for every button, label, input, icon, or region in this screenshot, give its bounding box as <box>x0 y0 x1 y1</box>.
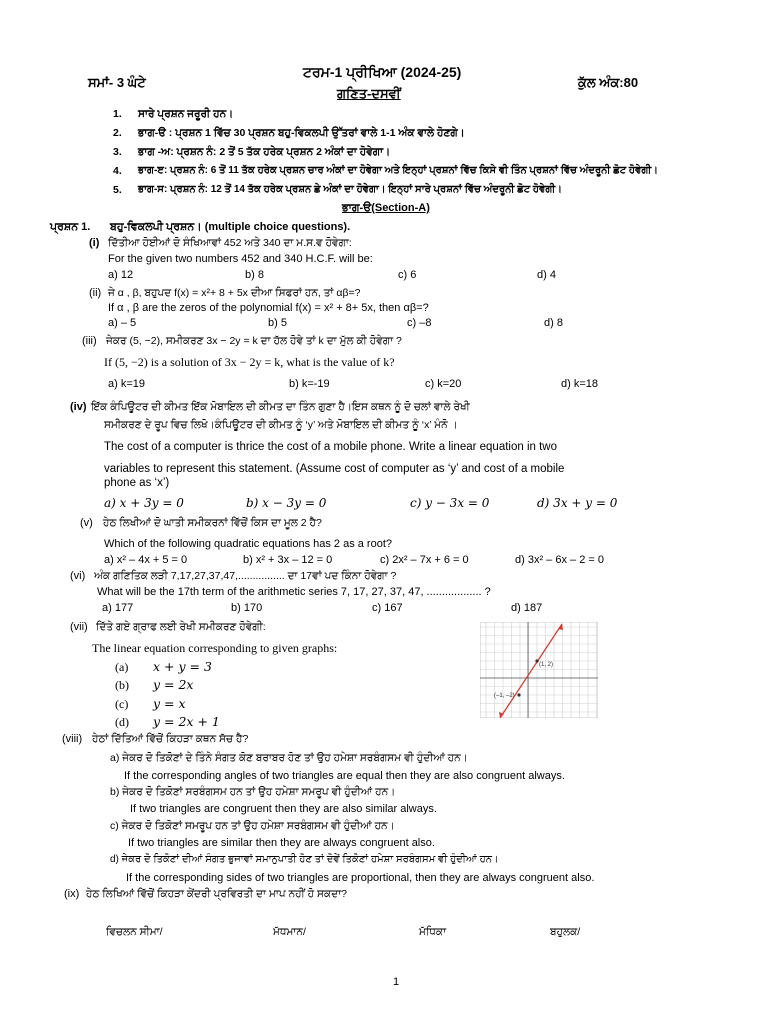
exam-title: ਟਰਮ-1 ਪ੍ਰੀਖਿਆ (2024-25) <box>303 64 462 80</box>
q-vii-option-b-label: (b) <box>115 678 129 692</box>
q-viii-option-b-punjabi: b) ਜੇਕਰ ਦੋ ਤਿਕੋਣਾਂ ਸਰਬੰਗਸਮ ਹਨ ਤਾਂ ਉਹ ਹਮੇਸ਼ਾ ਸਮਰੂਪ ਵੀ ਹੁੰਦੀਆਂ ਹਨ। <box>110 786 396 798</box>
q-vii-option-b-eq: y = 2x <box>153 677 194 692</box>
q-viii-option-c-english: If two triangles are similar then they are always congruent also. <box>128 837 435 849</box>
q-vii-option-d-eq: y = 2x + 1 <box>153 714 220 729</box>
q-viii-option-c-punjabi: c) ਜੇਕਰ ਦੋ ਤਿਕੋਣਾਂ ਸਮਰੂਪ ਹਨ ਤਾਂ ਉਹ ਹਮੇਸ਼ਾ ਸਰਬੰਗਸਮ ਵੀ ਹੁੰਦੀਆਂ ਹਨ। <box>110 820 395 832</box>
q-iii-option-d: d) k=18 <box>561 378 598 390</box>
q-vii-option-a-eq: x + y = 3 <box>153 659 212 674</box>
q-iii-english: If (5, −2) is a solution of 3x − 2y = k, what is the value of k? <box>104 355 395 369</box>
instruction-num: 5. <box>113 184 122 196</box>
q-ii-option-b: b) 5 <box>268 317 287 329</box>
q-iv-punjabi-line1: ਇੱਕ ਕੰਪਿਊਟਰ ਦੀ ਕੀਮਤ ਇੱਕ ਮੋਬਾਇਲ ਦੀ ਕੀਮਤ ਦਾ ਤਿੰਨ ਗੁਣਾ ਹੈ।ਇਸ ਕਥਨ ਨੂੰ ਦੋ ਚਲਾਂ ਵਾਲੇ ਰੇਖੀ <box>91 401 470 413</box>
q-vii-punjabi: ਦਿੱਤੇ ਗਏ ਗ੍ਰਾਫ ਲਈ ਰੇਖੀ ਸਮੀਕਰਣ ਹੋਵੇਗੀ: <box>96 621 266 633</box>
instruction-text: ਭਾਗ-ੲ: ਪ੍ਰਸ਼ਨ ਨੰ: 6 ਤੋਂ 11 ਤੱਕ ਹਰੇਕ ਪ੍ਰਸ਼ਨ ਚਾਰ ਅੰਕਾਂ ਦਾ ਹੋਵੇਗਾ ਅਤੇ ਇਨ੍ਹਾਂ ਪ੍ਰਸ਼ਨਾਂ ਵਿੱਚ ਕਿਸੇ ਵੀ ਤਿੰਨ ਪ੍ਰਸ਼ਨਾਂ ਵਿੱਚ ਅੰਦਰੂਨੀ ਛੋਟ ਹੋਵੇਗੀ। <box>138 165 659 176</box>
q-viii-option-d-punjabi: d) ਜੇਕਰ ਦੋ ਤਿਕੋਣਾਂ ਦੀਆਂ ਸੰਗਤ ਭੁਜਾਵਾਂ ਸਮਾਨੁਪਾਤੀ ਹੋਣ ਤਾਂ ਦੋਵੇਂ ਤਿਕੋਣਾਂ ਹਮੇਸ਼ਾ ਸਰਬੰਗਸਮ ਵੀ ਹੁੰਦੀਆਂ ਹਨ। <box>110 854 499 865</box>
subject-title: ਗਣਿਤ-ਦਸਵੀਂ <box>337 86 401 101</box>
q-vii-option-c-eq: y = x <box>153 696 186 711</box>
q-i-num: (i) <box>89 237 100 249</box>
instruction-text: ਭਾਗ-ਸ: ਪ੍ਰਸ਼ਨ ਨੰ: 12 ਤੋਂ 14 ਤੱਕ ਹਰੇਕ ਪ੍ਰਸ਼ਨ ਛੇ ਅੰਕਾਂ ਦਾ ਹੋਵੇਗਾ। ਇਨ੍ਹਾਂ ਸਾਰੇ ਪ੍ਰਸ਼ਨਾਂ ਵਿੱਚ ਅੰਦਰੂਨੀ ਛੋਟ ਹੋਵੇਗੀ। <box>138 184 563 195</box>
q-iii-num: (iii) <box>82 335 97 347</box>
instruction-num: 1. <box>113 108 122 120</box>
q-ii-english: If α , β are the zeros of the polynomial f(x) = x² + 8+ 5x, then αβ=? <box>108 302 429 314</box>
q-ii-option-c: c) –8 <box>407 317 432 329</box>
q-ii-num: (ii) <box>89 287 102 299</box>
q-viii-option-a-punjabi: a) ਜੇਕਰ ਦੋ ਤਿਕੋਣਾਂ ਦੇ ਤਿੰਨੇ ਸੰਗਤ ਕੋਣ ਬਰਾਬਰ ਹੋਣ ਤਾਂ ਉਹ ਹਮੇਸ਼ਾ ਸਰਬੰਗਸਮ ਵੀ ਹੁੰਦੀਆਂ ਹਨ। <box>110 752 468 764</box>
q-iii-option-b: b) k=-19 <box>289 378 330 390</box>
q-iv-english-line3: phone as ‘x’) <box>104 477 170 489</box>
q-viii-option-d-english: If the corresponding sides of two triangles are proportional, then they are always congruent also. <box>126 872 595 884</box>
q-ix-option-a: ਵਿਚਲਨ ਸੀਮਾ/ <box>106 926 163 938</box>
q-vii-option-a-label: (a) <box>115 660 129 674</box>
q-iv-option-d: d) 3x + y = 0 <box>537 496 618 510</box>
q-viii-num: (viii) <box>62 733 83 745</box>
q-viii-option-b-english: If two triangles are congruent then they are also similar always. <box>130 803 437 815</box>
q-v-option-c: c) 2x² – 7x + 6 = 0 <box>380 554 469 566</box>
q-i-option-a: a) 12 <box>108 269 134 281</box>
q-viii-option-a-english: If the corresponding angles of two triangles are equal then they are also congruent always. <box>124 770 565 782</box>
q-vi-english: What will be the 17th term of the arithmetic series 7, 17, 27, 37, 47, .................. ? <box>97 586 491 598</box>
q-iv-option-b: b) x − 3y = 0 <box>246 496 327 510</box>
q-i-option-c: c) 6 <box>398 269 417 281</box>
q-vi-option-b: b) 170 <box>231 602 263 614</box>
point-a-label: (1, 2) <box>539 662 554 668</box>
q-ix-num: (ix) <box>64 888 80 900</box>
q-v-option-b: b) x² + 3x – 12 = 0 <box>243 554 333 566</box>
time-allowed: ਸਮਾਂ- 3 ਘੰਟੇ <box>88 75 146 90</box>
q-i-english: For the given two numbers 452 and 340 H.C.F. will be: <box>108 253 373 265</box>
q-iv-option-a: a) x + 3y = 0 <box>104 496 184 510</box>
q-v-english: Which of the following quadratic equations has 2 as a root? <box>104 538 393 550</box>
q-i-option-b: b) 8 <box>245 269 264 281</box>
question-1-label: ਪ੍ਰਸ਼ਨ 1. <box>50 221 91 233</box>
q-iii-option-c: c) k=20 <box>425 378 462 390</box>
page-number: 1 <box>393 976 400 988</box>
point-b <box>517 693 520 696</box>
q-vii-num: (vii) <box>70 621 88 633</box>
q-ix-option-d: ਬਹੁਲਕ/ <box>550 926 581 938</box>
q-i-option-d: d) 4 <box>537 269 556 281</box>
section-title: ਭਾਗ-ੳ(Section-A) <box>342 202 430 214</box>
instruction-text: ਸਾਰੇ ਪ੍ਰਸ਼ਨ ਜਰੂਰੀ ਹਨ। <box>138 108 234 120</box>
q-iv-num: (iv) <box>70 401 87 413</box>
q-vi-option-a: a) 177 <box>102 602 134 614</box>
question-1-title: ਬਹੁ-ਵਿਕਲਪੀ ਪ੍ਰਸ਼ਨ। (multiple choice questions). <box>110 221 351 233</box>
line-graph <box>480 622 598 718</box>
q-vi-punjabi: ਅੰਕ ਗਣਿਤਿਕ ਲੜੀ 7,17,27,37,47,................ ਦਾ 17ਵਾਂ ਪਦ ਕਿੰਨਾ ਹੋਵੇਗਾ ? <box>94 570 397 582</box>
q-vi-num: (vi) <box>70 570 86 582</box>
q-viii-punjabi: ਹੇਠਾਂ ਦਿੱਤਿਆਂ ਵਿੱਚੋਂ ਕਿਹੜਾ ਕਥਨ ਸੱਚ ਹੈ? <box>92 733 249 745</box>
q-vi-option-d: d) 187 <box>511 602 543 614</box>
point-b-label: (–1, –2) <box>494 693 515 699</box>
instruction-text: ਭਾਗ -ਅ: ਪ੍ਰਸ਼ਨ ਨੰ: 2 ਤੋਂ 5 ਤੱਕ ਹਰੇਕ ਪ੍ਰਸ਼ਨ 2 ਅੰਕਾਂ ਦਾ ਹੋਵੇਗਾ। <box>138 146 391 158</box>
q-i-punjabi: ਦਿੱਤੀਆ ਹੋਈਆਂ ਦੋ ਸੰਖਿਆਵਾਂ 452 ਅਤੇ 340 ਦਾ ਮ.ਸ.ਵ ਹੋਵੇਗਾ: <box>108 237 352 249</box>
q-v-option-d: d) 3x² – 6x – 2 = 0 <box>515 554 604 566</box>
q-v-num: (v) <box>80 517 93 529</box>
total-marks: ਕੁੱਲ ਅੰਕ:80 <box>578 75 639 90</box>
q-vii-english: The linear equation corresponding to given graphs: <box>92 641 338 655</box>
q-iv-punjabi-line2: ਸਮੀਕਰਣ ਦੇ ਰੂਪ ਵਿਚ ਲਿਖੋ।ਕੰਪਿਊਟਰ ਦੀ ਕੀਮਤ ਨੂੰ ‘y’ ਅਤੇ ਮੋਬਾਇਲ ਦੀ ਕੀਮਤ ਨੂੰ ‘x’ ਮੰਨੋ । <box>104 419 458 431</box>
q-iii-option-a: a) k=19 <box>108 378 145 390</box>
q-vii-option-c-label: (c) <box>115 697 129 711</box>
q-vii-option-d-label: (d) <box>115 715 129 729</box>
q-v-option-a: a) x² – 4x + 5 = 0 <box>104 554 188 566</box>
q-v-punjabi: ਹੇਠ ਲਿਖੀਆਂ ਦੋ ਘਾਤੀ ਸਮੀਕਰਨਾਂ ਵਿੱਚੋਂ ਕਿਸ ਦਾ ਮੂਲ 2 ਹੈ? <box>103 517 322 529</box>
q-ix-option-c: ਮੱਧਿਕਾ <box>419 926 447 938</box>
q-ii-punjabi: ਜੇ α , β, ਬਹੁਪਦ f(x) = x²+ 8 + 5x ਦੀਆ ਸਿਫਰਾਂ ਹਨ, ਤਾਂ αβ=? <box>108 287 361 299</box>
instruction-num: 2. <box>113 127 122 139</box>
q-ii-option-a: a) – 5 <box>108 317 137 329</box>
q-vi-option-c: c) 167 <box>372 602 403 614</box>
q-iii-punjabi: ਜੇਕਰ (5, −2), ਸਮੀਕਰਣ 3x − 2y = k ਦਾ ਹੱਲ ਹੋਵੇ ਤਾਂ k ਦਾ ਮੁੱਲ ਕੀ ਹੋਵੇਗਾ ? <box>106 335 402 347</box>
q-iv-english-line1: The cost of a computer is thrice the cost of a mobile phone. Write a linear equation in two <box>104 441 557 453</box>
q-ii-option-d: d) 8 <box>544 317 563 329</box>
q-ix-option-b: ਮੱਧਮਾਨ/ <box>273 926 306 938</box>
instruction-num: 3. <box>113 146 122 158</box>
q-iv-english-line2: variables to represent this statement. (Assume cost of computer as ‘y’ and cost of a mobile <box>104 463 565 475</box>
q-iv-option-c: c) y − 3x = 0 <box>410 496 490 510</box>
instruction-num: 4. <box>113 165 122 177</box>
instruction-text: ਭਾਗ-ੳ : ਪ੍ਰਸ਼ਨ 1 ਵਿੱਚ 30 ਪ੍ਰਸ਼ਨ ਬਹੁ-ਵਿਕਲਪੀ ਉੱਤਰਾਂ ਵਾਲੇ 1-1 ਅੰਕ ਵਾਲੇ ਹੋਣਗੇ। <box>138 127 465 139</box>
q-ix-punjabi: ਹੇਠ ਲਿਖਿਆਂ ਵਿੱਚੋਂ ਕਿਹੜਾ ਕੇਂਦਰੀ ਪ੍ਰਵਿਰਤੀ ਦਾ ਮਾਪ ਨਹੀਂ ਹੋ ਸਕਦਾ? <box>86 888 347 900</box>
